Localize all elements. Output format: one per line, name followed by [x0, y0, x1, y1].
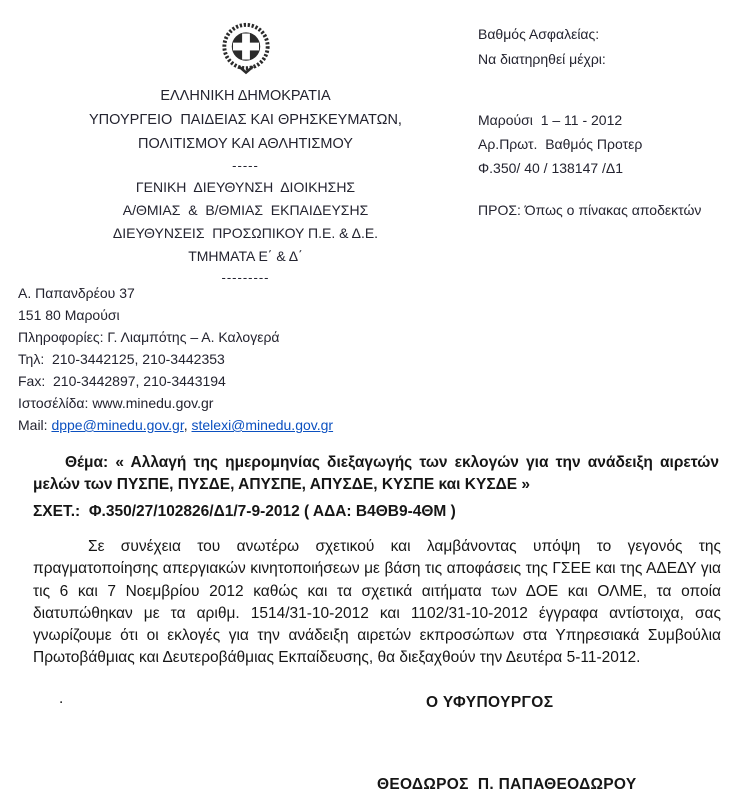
republic-title: ΕΛΛΗΝΙΚΗ ΔΗΜΟΚΡΑΤΙΑ — [160, 88, 331, 104]
directorate-line2: Α/ΘΜΙΑΣ & Β/ΘΜΙΑΣ ΕΚΠΑΙΔΕΥΣΗΣ — [122, 202, 369, 218]
security-level-label: Βαθμός Ασφαλείας: — [478, 26, 600, 42]
mail-link-stelexi[interactable]: stelexi@minedu.gov.gr — [191, 417, 334, 433]
address-line1: Α. Παπανδρέου 37 — [18, 285, 135, 301]
recipient-line: ΠΡΟΣ: Όπως ο πίνακας αποδεκτών — [478, 202, 702, 218]
divider-dashes-bottom: --------- — [221, 270, 270, 285]
website-url: www.minedu.gov.gr — [92, 395, 214, 411]
body-paragraph: Σε συνέχεια του ανωτέρω σχετικού και λαμβάνοντας υπόψη το γεγονός της πραγματοποίησης απεργιακών κινητοποιήσεων με βάση τις αποφάσεις της ΓΣΕΕ και της ΑΔΕΔΥ για τις 6 και 7 Νοεμβρίου 2012 καθώς και τα σχετικά αιτήματα των ΔΟΕ και ΟΛΜΕ, τα οποία διατυπώθηκαν με τα αριθμ. 1514/31-10-2012 και 1102/31-10-2012 έγγραφα αντίστοιχα, σας γνωρίζουμε ότι οι εκλογές για την ανάδειξη αιρετών εκπροσώπων στα Υπηρεσιακά Συμβούλια Πρωτοβάθμιας και Δευτεροβάθμιας Εκπαίδευσης, θα διεξαχθούν την Δευτέρα 5-11-2012. — [33, 538, 721, 667]
mail-label: Mail: — [18, 417, 52, 433]
reference-line: ΣΧΕΤ.: Φ.350/27/102826/Δ1/7-9-2012 ( ΑΔΑ: Β4ΘΒ9-4ΘΜ ) — [33, 503, 456, 520]
mail-line — [18, 414, 418, 436]
signature-title: Ο ΥΦΥΠΟΥΡΓΟΣ — [426, 694, 554, 711]
mail-separator: , — [183, 417, 192, 433]
directorate-line3: ΔΙΕΥΘΥΝΣΕΙΣ ΠΡΟΣΩΠΙΚΟΥ Π.Ε. & Δ.Ε. — [112, 225, 379, 241]
greek-coat-of-arms-icon — [28, 22, 463, 78]
address-line2: 151 80 Μαρούσι — [18, 307, 120, 323]
fax-line: Fax: 210-3442897, 210-3443194 — [18, 373, 226, 389]
protocol-number: Φ.350/ 40 / 138147 /Δ1 — [478, 160, 624, 176]
place-date: Μαρούσι 1 – 11 - 2012 — [478, 112, 623, 128]
website-line — [18, 392, 418, 414]
directorate-line1: ΓΕΝΙΚΗ ΔΙΕΥΘΥΝΣΗ ΔΙΟΙΚΗΣΗΣ — [135, 179, 356, 195]
mail-link-dppe[interactable]: dppe@minedu.gov.gr — [51, 417, 184, 433]
protocol-label: Αρ.Πρωτ. Βαθμός Προτερ — [478, 136, 643, 152]
protocol-header-block — [478, 22, 740, 223]
directorate-line4: ΤΜΗΜΑΤΑ Ε΄ & Δ΄ — [188, 248, 303, 264]
keep-until-label: Να διατηρηθεί μέχρι: — [478, 51, 606, 67]
signature-name: ΘΕΟΔΩΡΟΣ Π. ΠΑΠΑΘΕΟΔΩΡΟΥ — [377, 776, 637, 793]
website-label: Ιστοσέλίδα: — [18, 395, 93, 411]
subject-line: Θέμα: « Αλλαγή της ημερομηνίας διεξαγωγής των εκλογών για την ανάδειξη αιρετών μελών των ΠΥΣΠΕ, ΠΥΣΔΕ, ΑΠΥΣΠΕ, ΑΠΥΣΔΕ, ΚΥΣΠΕ και ΚΥΣΔΕ » — [33, 454, 719, 493]
info-contacts-line: Πληροφορίες: Γ. Λιαμπότης – Α. Καλογερά — [18, 329, 280, 345]
contact-info-block — [18, 282, 418, 436]
telephone-line: Τηλ: 210-3442125, 210-3442353 — [18, 351, 225, 367]
stray-period: . — [59, 690, 64, 707]
ministry-name-line2: ΠΟΛΙΤΙΣΜΟΥ ΚΑΙ ΑΘΛΗΤΙΣΜΟΥ — [138, 136, 353, 152]
ministry-header-block — [28, 22, 463, 288]
ministry-name-line1: ΥΠΟΥΡΓΕΙΟ ΠΑΙΔΕΙΑΣ ΚΑΙ ΘΡΗΣΚΕΥΜΑΤΩΝ, — [89, 112, 402, 128]
divider-dashes-top: ----- — [232, 158, 259, 173]
